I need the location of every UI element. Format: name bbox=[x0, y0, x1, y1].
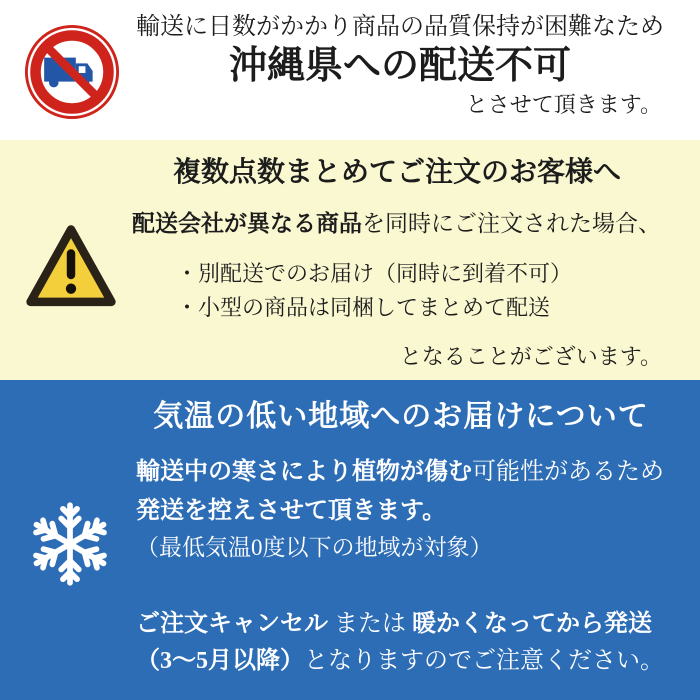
okinawa-no-delivery-section bbox=[0, 0, 700, 140]
snowflake-icon bbox=[26, 490, 114, 598]
caution-rest: となりますのでご注意ください。 bbox=[304, 648, 664, 674]
multi-order-intro-rest: を同時にご注文された場合、 bbox=[362, 211, 661, 236]
no-truck-sign-icon bbox=[24, 24, 120, 120]
multi-order-bullet-list bbox=[176, 257, 662, 325]
cold-region-risk-rest: 可能性があるため bbox=[472, 459, 664, 485]
okinawa-closing-text: とさせて頂きます。 bbox=[465, 92, 662, 117]
okinawa-text-block bbox=[130, 0, 670, 118]
cold-region-criteria-text: （最低気温0度以下の地域が対象） bbox=[136, 535, 493, 560]
warm-ship-option-bold: 暖かくなってから発送 bbox=[412, 611, 652, 637]
options-connector: または bbox=[328, 611, 412, 637]
cold-region-caution-text bbox=[136, 646, 666, 676]
multi-order-heading: 複数点数まとめてご注文のお客様へ bbox=[172, 157, 621, 188]
cold-region-risk-bold: 輸送中の寒さにより植物が傷む bbox=[136, 459, 472, 485]
cancel-option-bold: ご注文キャンセル bbox=[136, 611, 328, 637]
cold-region-text-block bbox=[136, 380, 666, 676]
multi-order-outro: となることがございます。 bbox=[399, 344, 662, 369]
cold-region-options-text bbox=[136, 609, 666, 639]
cold-region-hold-text: 発送を控えさせて頂きます。 bbox=[136, 498, 447, 524]
multi-order-section bbox=[0, 140, 700, 380]
bullet-separate-delivery: ・別配送でのお届け（同時に到着不可） bbox=[176, 261, 573, 286]
multi-order-intro-bold: 配送会社が異なる商品 bbox=[132, 211, 362, 236]
cold-region-heading: 気温の低い地域へのお届けについて bbox=[153, 400, 649, 433]
multi-order-text-block bbox=[132, 140, 662, 370]
warning-triangle-icon bbox=[24, 216, 118, 320]
multi-order-intro bbox=[132, 210, 662, 238]
okinawa-reason-text: 輸送に日数がかかり商品の品質保持が困難なため bbox=[136, 14, 664, 40]
cold-region-risk-text bbox=[136, 457, 666, 487]
cold-region-section bbox=[0, 380, 700, 700]
okinawa-headline: 沖縄県への配送不可 bbox=[228, 45, 571, 87]
months-bold: （3～5月以降） bbox=[136, 648, 304, 674]
bullet-combined-delivery: ・小型の商品は同梱してまとめて配送 bbox=[176, 295, 551, 320]
